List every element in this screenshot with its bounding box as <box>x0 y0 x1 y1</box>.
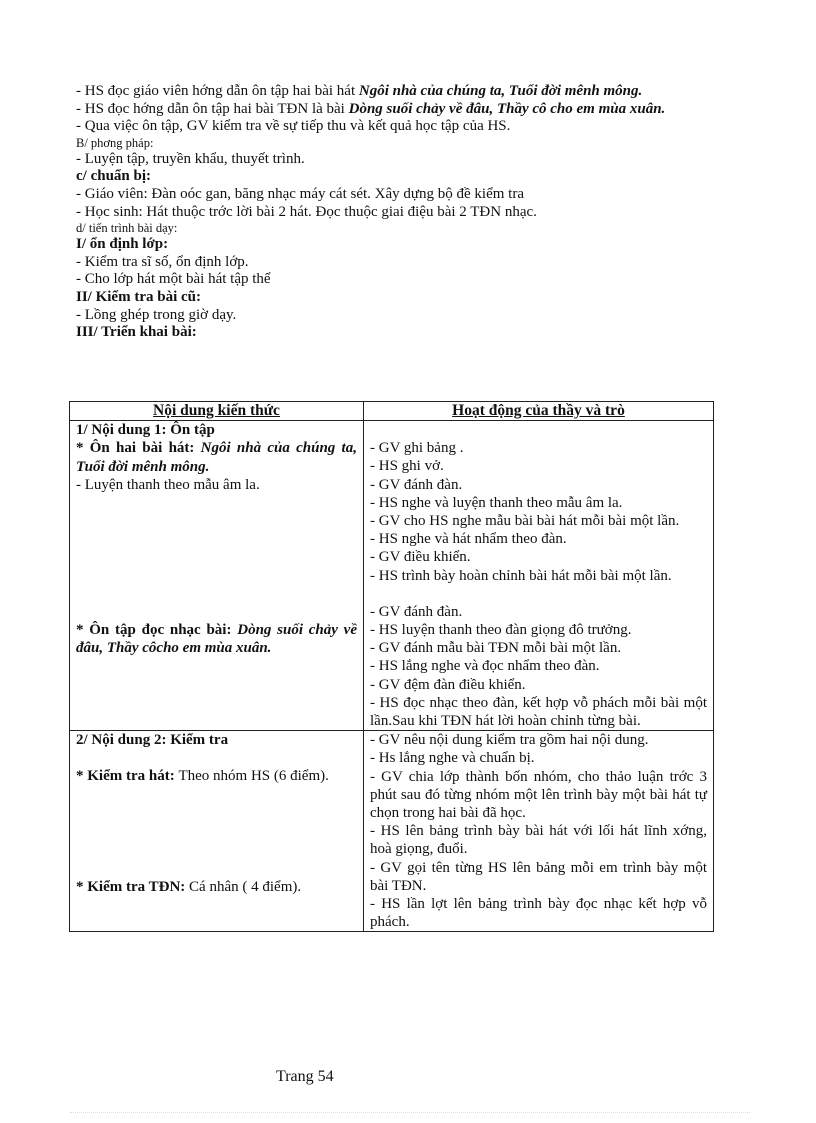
table-row <box>70 731 714 932</box>
table-row <box>70 421 714 731</box>
preparation-heading: c/ chuẩn bị: <box>76 168 152 185</box>
activity-line: - GV đánh mẫu bài TĐN mỗi bài một lần. <box>370 640 622 657</box>
part-1-title: 1/ Nội dung 1: Ôn tập <box>76 422 215 439</box>
activity-line: - HS nghe và luyện thanh theo mẫu âm la. <box>370 494 623 511</box>
section-i-line-1: - Kiểm tra sĩ số, ổn định lớp. <box>76 253 249 270</box>
review-sight-reading: * Ôn tập đọc nhạc bài: Dòng suối chảy về đâu, Thầy côcho em mùa xuân. <box>76 622 357 657</box>
activity-line: - GV đánh đàn. <box>370 476 463 493</box>
table-header-row <box>70 402 714 421</box>
activity-line: - GV đệm đàn điều khiển. <box>370 676 526 693</box>
activity-cell-2 <box>364 731 714 932</box>
section-i-line-2: - Cho lớp hát một bài hát tập thể <box>76 271 271 288</box>
section-ii-line: - Lồng ghép trong giờ dạy. <box>76 306 237 323</box>
preparation-teacher: - Giáo viên: Đàn oóc gan, băng nhạc máy cát sét. Xây dựng bộ đề kiểm tra <box>76 185 524 202</box>
spacer <box>370 421 707 439</box>
procedure-heading: d/ tiến trình bài dạy: <box>76 221 178 236</box>
objective-line-1: - HS đọc giáo viên hớng dẫn ôn tập hai bài hát Ngôi nhà của chúng ta, Tuổi đời mênh mông. <box>76 83 643 99</box>
spacer <box>76 786 357 878</box>
activity-line: - GV đánh đàn. <box>370 603 463 620</box>
activity-line: - HS nghe và hát nhẩm theo đàn. <box>370 531 567 548</box>
content-cell-2 <box>70 731 364 932</box>
activity-line: - HS lần lợt lên bảng trình bày đọc nhạc kết hợp vỗ phách. <box>370 896 707 931</box>
activity-line: - Hs lắng nghe và chuẩn bị. <box>370 750 535 767</box>
activity-line: - HS trình bày hoàn chỉnh bài hát mỗi bài một lần. <box>370 567 672 584</box>
intro-section <box>76 83 742 342</box>
warmup-line: - Luyện thanh theo mẫu âm la. <box>76 476 260 493</box>
content-cell-1 <box>70 421 364 731</box>
section-iii-heading: III/ Triển khai bài: <box>76 324 197 341</box>
objective-line-2: - HS đọc hớng dẫn ôn tập hai bài TĐN là bài Dòng suối chảy về đâu, Thầy cô cho em mùa xuân. <box>76 100 666 117</box>
part-2-title: 2/ Nội dung 2: Kiểm tra <box>76 732 229 749</box>
lesson-table <box>69 401 714 932</box>
activity-line: - HS lên bảng trình bày bài hát với lối hát lĩnh xớng, hoà giọng, đuổi. <box>370 823 707 858</box>
sight-reading-test: * Kiểm tra TĐN: Cá nhân ( 4 điểm). <box>76 878 302 895</box>
activity-line: - GV gọi tên từng HS lên bảng mỗi em trình bày một bài TĐN. <box>370 859 707 894</box>
activity-line: - GV ghi bảng . <box>370 440 464 457</box>
activity-line: - HS lắng nghe và đọc nhẩm theo đàn. <box>370 658 600 675</box>
preparation-student: - Học sinh: Hát thuộc trớc lời bài 2 hát. Đọc thuộc giai điệu bài 2 TĐN nhạc. <box>76 203 537 220</box>
activity-line: - HS luyện thanh theo đàn giọng đô trưởng. <box>370 622 632 639</box>
header-activity: Hoạt động của thầy và trò <box>364 402 714 421</box>
activity-line: - GV nêu nội dung kiểm tra gồm hai nội dung. <box>370 732 649 749</box>
bottom-divider <box>70 1112 750 1113</box>
review-songs: * Ôn hai bài hát: Ngôi nhà của chúng ta, Tuổi đời mênh mông. <box>76 440 357 475</box>
page-number: Trang 54 <box>276 1068 334 1085</box>
activity-line: - GV điều khiển. <box>370 549 471 566</box>
activity-cell-1 <box>364 421 714 731</box>
objective-line-3: - Qua việc ôn tập, GV kiểm tra về sự tiếp thu và kết quả học tập của HS. <box>76 118 511 135</box>
activity-line: - HS ghi vở. <box>370 458 444 475</box>
spacer <box>76 749 357 767</box>
section-ii-heading: II/ Kiểm tra bài cũ: <box>76 288 201 305</box>
spacer <box>370 585 707 603</box>
activity-line: - HS đọc nhạc theo đàn, kết hợp vỗ phách mỗi bài một lần.Sau khi TĐN hát lời hoàn chỉnh từng bài. <box>370 694 707 730</box>
singing-test: * Kiểm tra hát: Theo nhóm HS (6 điểm). <box>76 768 329 785</box>
method-heading: B/ phơng pháp: <box>76 135 154 150</box>
section-i-heading: I/ ổn định lớp: <box>76 236 169 253</box>
activity-line: - GV cho HS nghe mẫu bài bài hát mỗi bài một lần. <box>370 513 680 530</box>
method-line: - Luyện tập, truyền khẩu, thuyết trình. <box>76 150 305 167</box>
header-content: Nội dung kiến thức <box>70 402 364 421</box>
activity-line: - GV chia lớp thành bốn nhóm, cho thảo luận trớc 3 phút sau đó từng nhóm một lên trình bày một bài hát tự chọn trong hai bài đã học. <box>370 768 707 822</box>
spacer <box>76 494 357 621</box>
